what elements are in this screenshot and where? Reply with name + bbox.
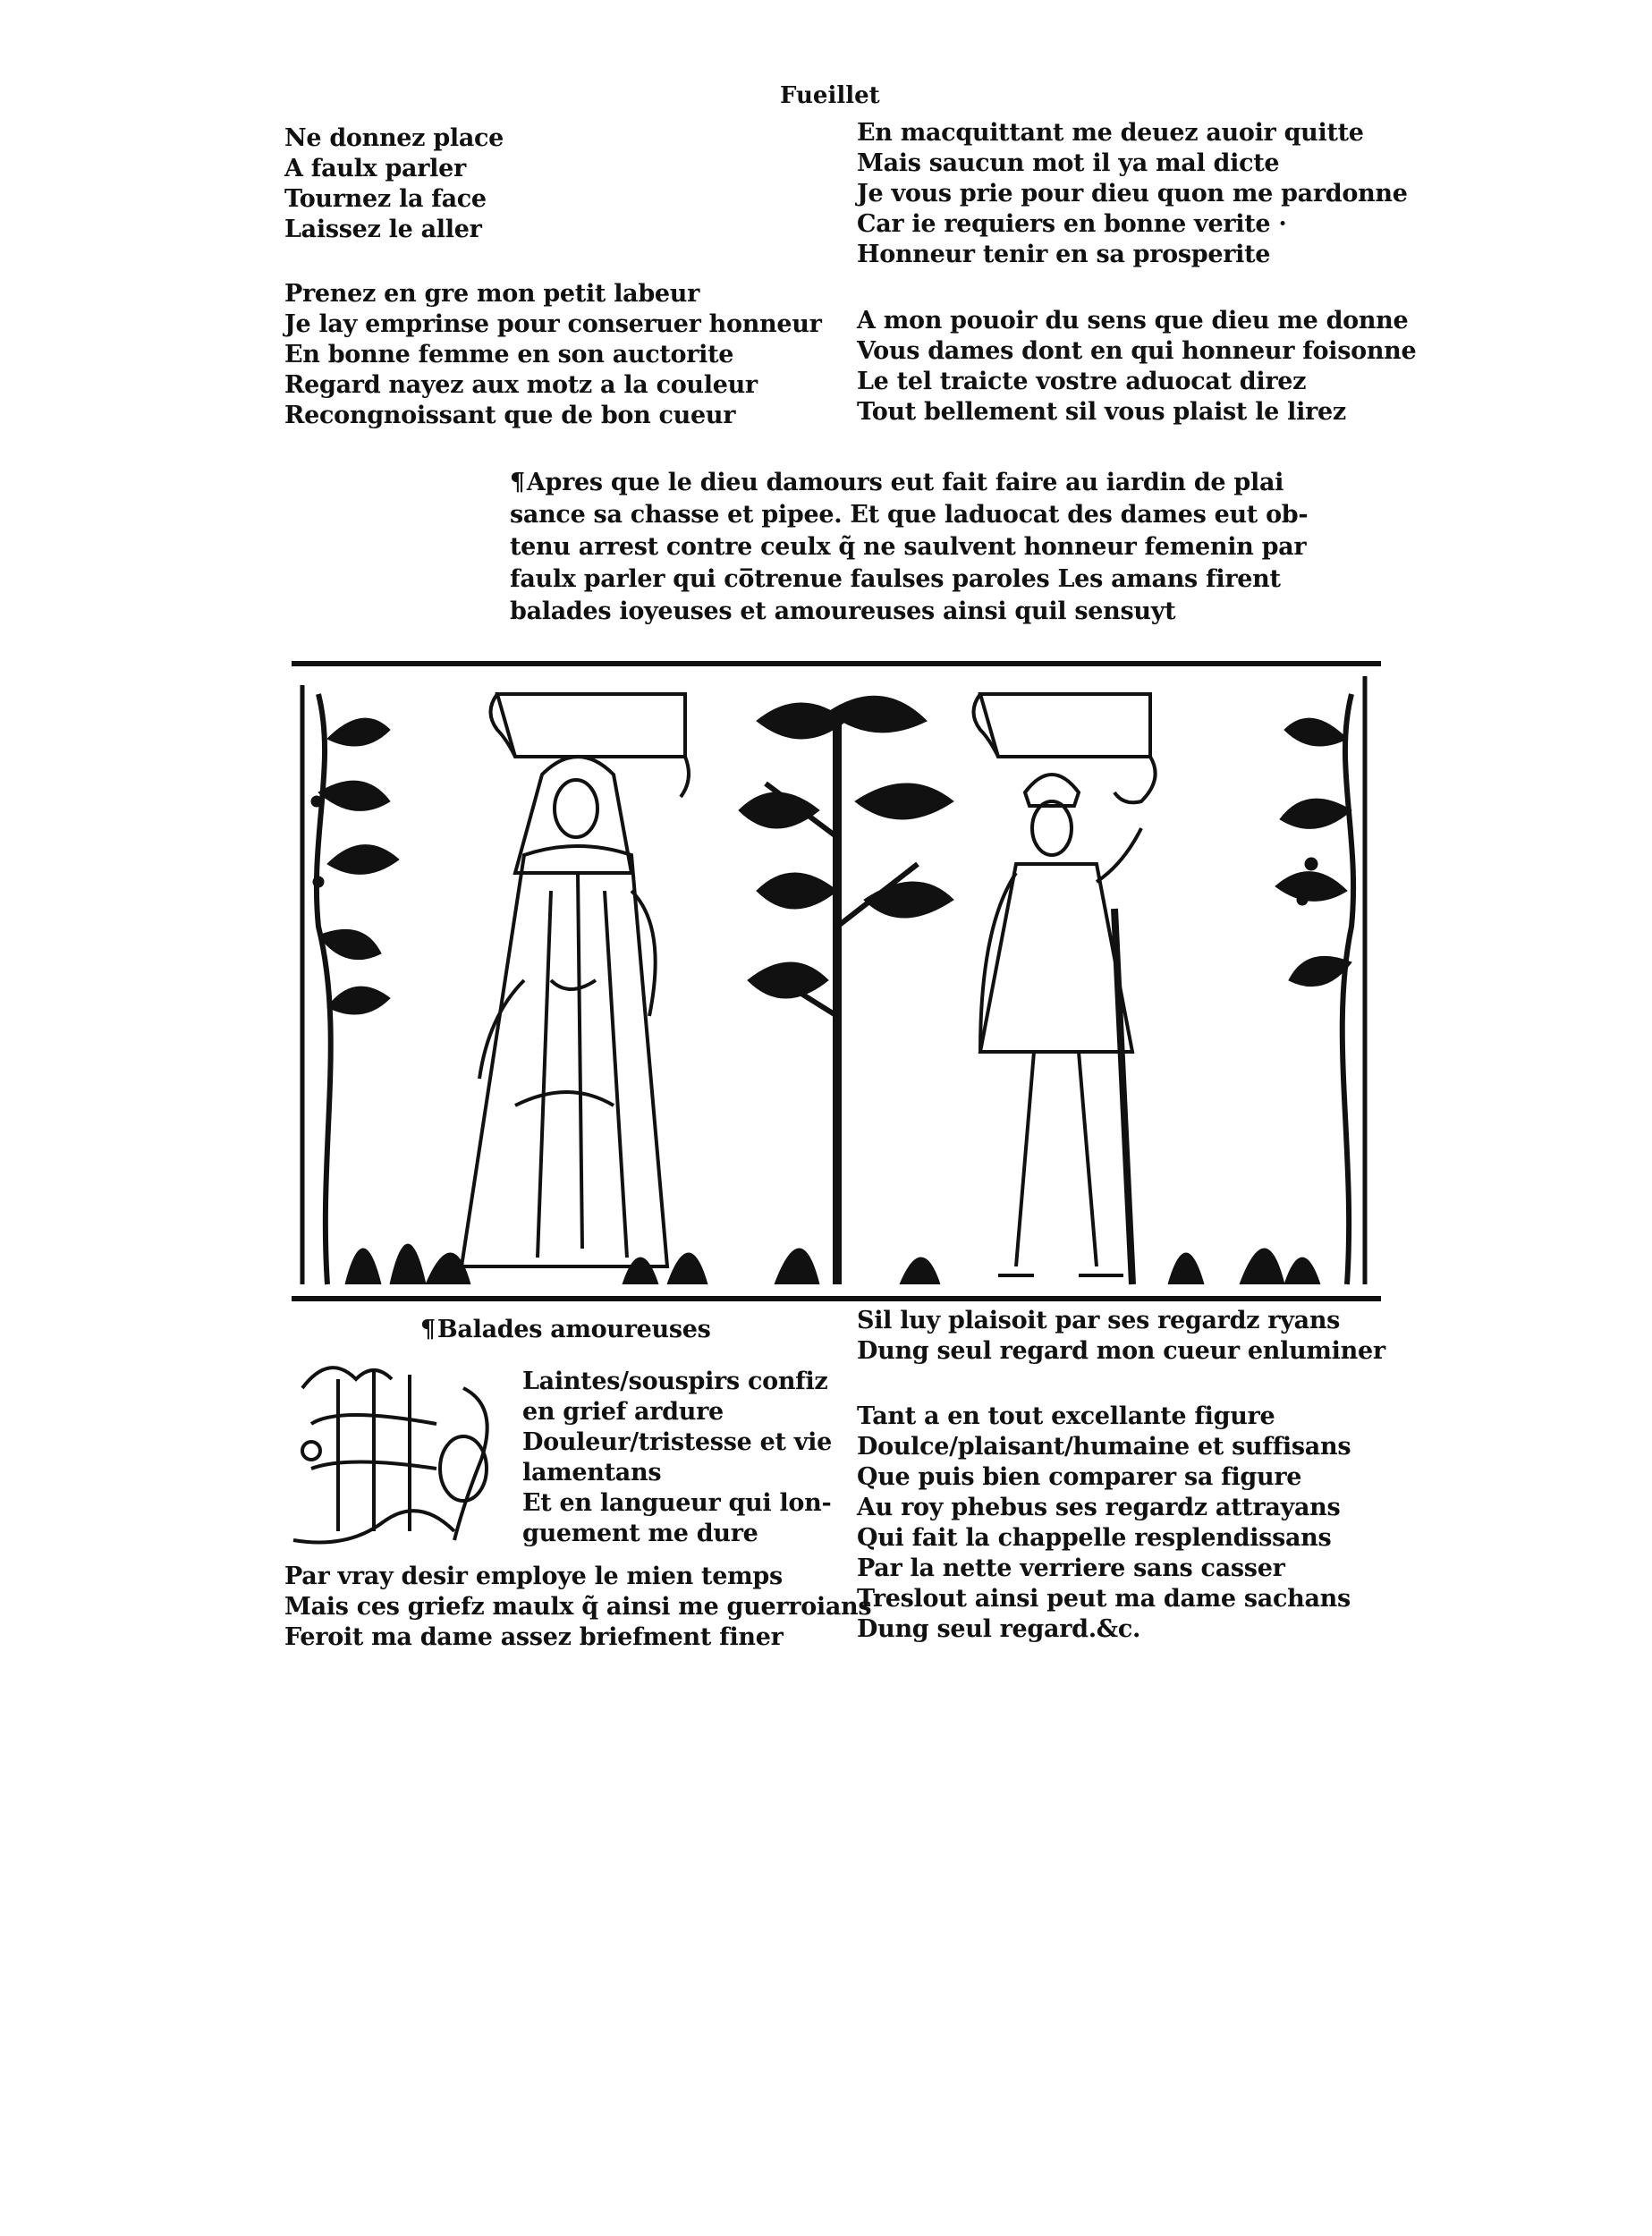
verse-line: guement me dure	[522, 1520, 758, 1547]
verse-line: en grief ardure	[522, 1398, 724, 1426]
rubric-line-text: Apres que le dieu damours eut fait faire au iardin de plai	[526, 469, 1284, 496]
right-scroll-banderole-icon	[974, 694, 1156, 802]
verse-line: Par vray desir employe le mien temps	[284, 1563, 783, 1590]
verse-line: En bonne femme en son auctorite	[284, 341, 734, 368]
rubric-line: sance sa chasse et pipee. Et que laduocat des dames eut ob-	[510, 501, 1309, 529]
verse-line: Mais ces griefz maulx q̃ ainsi me guerroians	[284, 1593, 872, 1621]
verse-line: A mon pouoir du sens que dieu me donne	[857, 307, 1409, 335]
ballade-title	[420, 1315, 711, 1345]
verse-line: Recongnoissant que de bon cueur	[284, 402, 736, 429]
verse-line: Laissez le aller	[284, 216, 482, 243]
top-right-stanza-2	[857, 306, 1416, 428]
lady-figure-icon	[462, 757, 667, 1266]
verse-line: Feroit ma dame assez briefment finer	[284, 1623, 784, 1651]
rubric-paragraph	[510, 467, 1308, 628]
verse-line: Prenez en gre mon petit labeur	[284, 280, 700, 308]
verse-line: Douleur/tristesse et vie	[522, 1428, 832, 1456]
verse-line: Vous dames dont en qui honneur foisonne	[857, 337, 1417, 365]
verse-line: Au roy phebus ses regardz attrayans	[857, 1494, 1341, 1521]
verse-line: lamentans	[522, 1459, 662, 1486]
verse-line: Honneur tenir en sa prosperite	[857, 241, 1271, 268]
ballade-title-text: Balades amoureuses	[436, 1316, 711, 1343]
left-scroll-banderole-icon	[491, 694, 690, 797]
verse-line: Car ie requiers en bonne verite ·	[857, 210, 1287, 238]
verse-line: Laintes/souspirs confiz	[522, 1368, 828, 1395]
verse-line: Que puis bien comparer sa figure	[857, 1463, 1302, 1491]
top-right-stanza-1	[857, 118, 1408, 270]
verse-line: Par la nette verriere sans casser	[857, 1554, 1285, 1582]
verse-line: Et en langueur qui lon-	[522, 1489, 832, 1517]
ballade-beside-initial	[522, 1367, 832, 1549]
verse-line: Regard nayez aux motz a la couleur	[284, 371, 758, 399]
tree-icon	[739, 696, 953, 1284]
verse-line: Dung seul regard mon cueur enluminer	[857, 1337, 1385, 1365]
verse-line: En macquittant me deuez auoir quitte	[857, 119, 1364, 147]
verse-line: Sil luy plaisoit par ses regardz ryans	[857, 1307, 1341, 1334]
pilcrow-icon: ¶	[420, 1316, 436, 1343]
top-left-stanza-2	[284, 279, 822, 431]
left-vine-icon	[311, 694, 399, 1284]
verse-line: Tant a en tout excellante figure	[857, 1402, 1275, 1430]
rubric-line: tenu arrest contre ceulx q̃ ne saulvent honneur femenin par	[510, 533, 1307, 561]
verse-line: Mais saucun mot il ya mal dicte	[857, 149, 1280, 177]
verse-line: Je vous prie pour dieu quon me pardonne	[857, 180, 1408, 208]
verse-line: Qui fait la chappelle resplendissans	[857, 1524, 1332, 1552]
verse-line: Treslout ainsi peut ma dame sachans	[857, 1585, 1351, 1613]
ballade-right-col-1	[857, 1306, 1385, 1367]
verse-line: Je lay emprinse pour conseruer honneur	[284, 310, 822, 338]
rubric-line: balades ioyeuses et amoureuses ainsi quil sensuyt	[510, 597, 1176, 625]
verse-line: Dung seul regard.&c.	[857, 1615, 1141, 1643]
folio-header: Fueillet	[780, 82, 880, 109]
ballade-title-line	[420, 1315, 711, 1345]
ballade-after-initial	[284, 1562, 871, 1653]
verse-line: Doulce/plaisant/humaine et suffisans	[857, 1433, 1351, 1461]
rubric-line	[510, 467, 1308, 499]
verse-line: Le tel traicte vostre aduocat direz	[857, 368, 1307, 395]
top-left-stanza-1	[284, 123, 504, 245]
verse-line: Tout bellement sil vous plaist le lirez	[857, 398, 1346, 426]
verse-line: A faulx parler	[284, 155, 466, 182]
decorated-initial-icon	[284, 1352, 513, 1556]
rubric-line: faulx parler qui co̅trenue faulses paroles Les amans firent	[510, 565, 1281, 593]
verse-line: Ne donnez place	[284, 124, 504, 152]
ballade-right-col-2	[857, 1401, 1351, 1644]
right-vine-icon	[1275, 694, 1353, 1284]
man-figure-icon	[980, 775, 1141, 1284]
pilcrow-icon: ¶	[510, 469, 525, 496]
verse-line: Tournez la face	[284, 185, 487, 213]
woodcut-illustration	[292, 658, 1381, 1302]
